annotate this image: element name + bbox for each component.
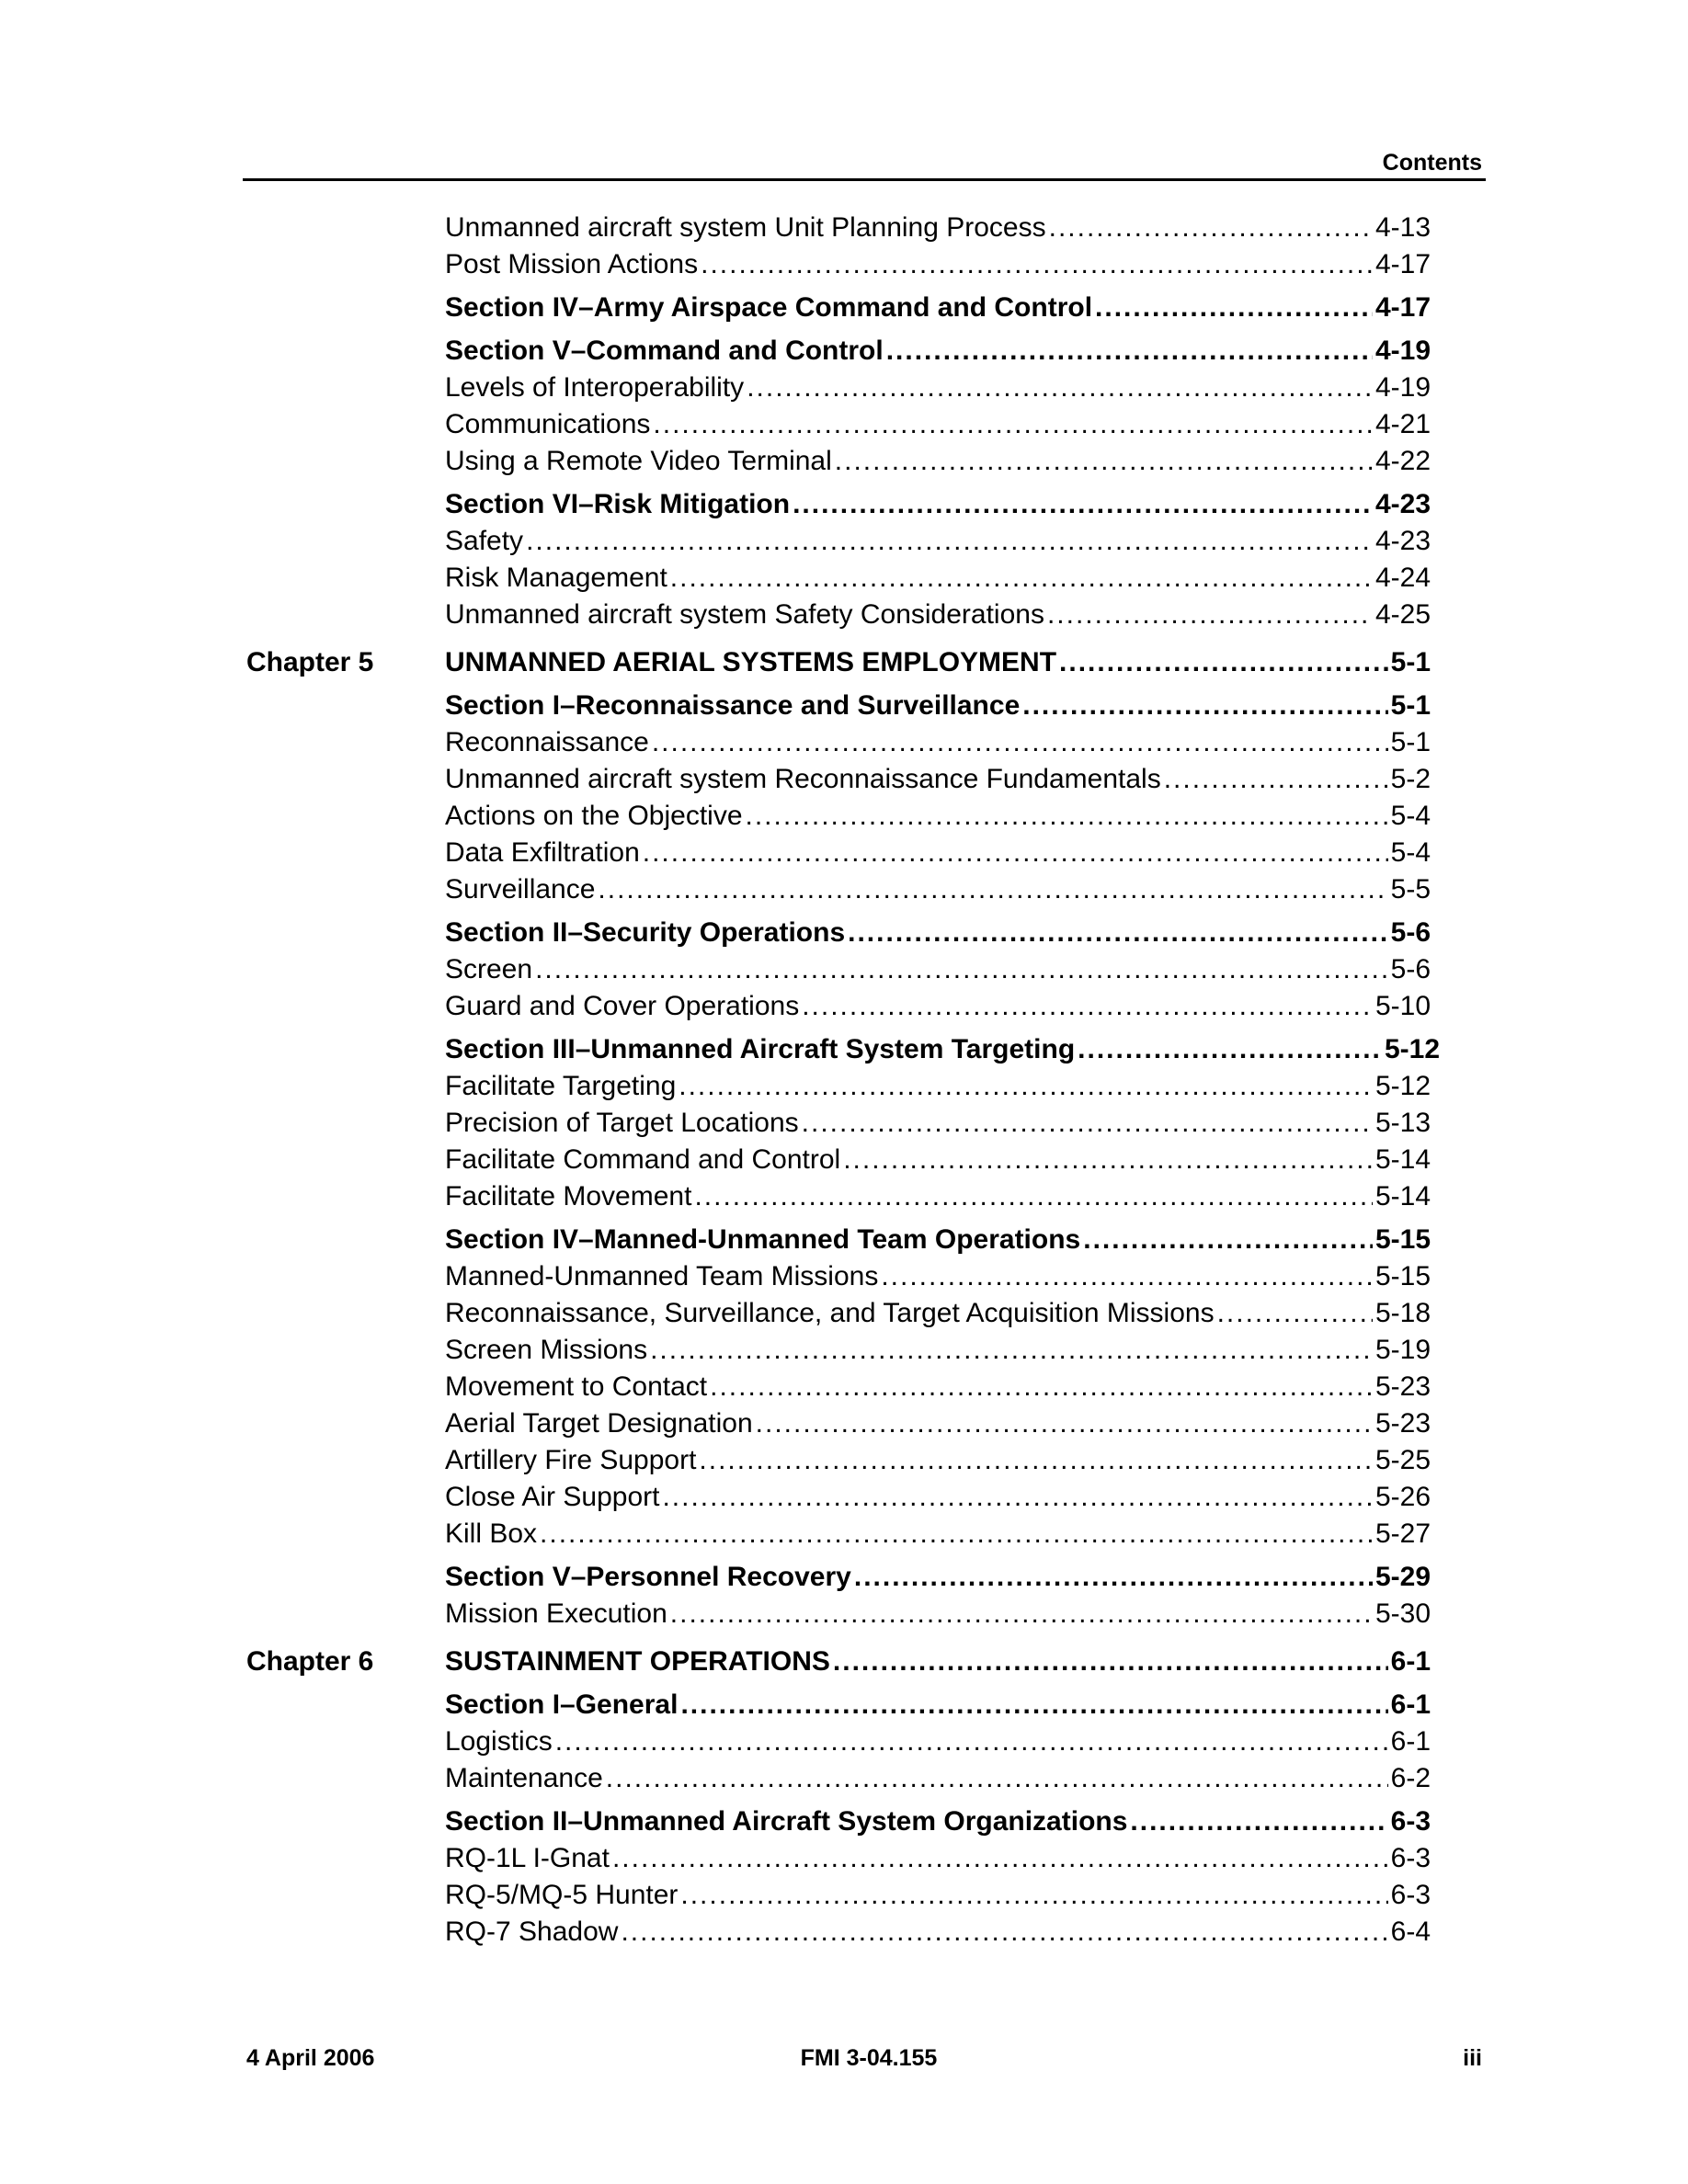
header-rule — [243, 178, 1486, 181]
toc-entry — [445, 1105, 1431, 1142]
table-of-contents — [0, 210, 1688, 1951]
toc-entry-title: Mission Execution — [445, 1598, 667, 1629]
toc-entry-row — [0, 1369, 1688, 1405]
toc-entry-title: Artillery Fire Support — [445, 1445, 697, 1475]
toc-entry-title: Unmanned aircraft system Reconnaissance Fundamentals — [445, 764, 1161, 794]
toc-entry-row — [0, 1142, 1688, 1178]
toc-entry-row — [0, 406, 1688, 443]
toc-dot-leader — [662, 1479, 1373, 1516]
footer-date: 4 April 2006 — [246, 2045, 375, 2071]
toc-entry-title: RQ-7 Shadow — [445, 1917, 619, 1947]
toc-dot-leader — [854, 1559, 1373, 1596]
toc-page-number: 5-29 — [1374, 1562, 1431, 1592]
toc-page-number: 5-5 — [1390, 874, 1431, 904]
toc-page-number: 4-13 — [1374, 212, 1431, 243]
toc-entry-title: Manned-Unmanned Team Missions — [445, 1261, 879, 1291]
toc-section-row — [0, 1222, 1688, 1258]
toc-entry — [445, 915, 1431, 951]
toc-page-number: 5-23 — [1374, 1371, 1431, 1402]
toc-page-number: 6-1 — [1390, 1689, 1431, 1720]
toc-entry-title: Aerial Target Designation — [445, 1408, 753, 1439]
toc-entry-row — [0, 443, 1688, 480]
toc-entry-row — [0, 560, 1688, 597]
toc-section-row — [0, 915, 1688, 951]
toc-page-number: 5-14 — [1374, 1181, 1431, 1211]
running-header-title: Contents — [1382, 150, 1482, 176]
toc-entry-title: Section II–Security Operations — [445, 917, 846, 948]
toc-dot-leader — [598, 871, 1387, 908]
toc-entry — [445, 1178, 1431, 1215]
toc-entry — [445, 871, 1431, 908]
toc-page-number: 5-2 — [1390, 764, 1431, 794]
toc-entry — [445, 370, 1431, 406]
toc-page-number: 6-3 — [1390, 1843, 1431, 1873]
toc-dot-leader — [1095, 290, 1373, 326]
toc-page-number: 5-1 — [1390, 690, 1431, 721]
toc-entry-title: Reconnaissance — [445, 727, 649, 757]
toc-entry — [445, 1516, 1431, 1553]
toc-dot-leader — [756, 1405, 1373, 1442]
toc-entry — [445, 1803, 1431, 1840]
toc-entry-title: RQ-5/MQ-5 Hunter — [445, 1880, 679, 1910]
toc-entry-row — [0, 1332, 1688, 1369]
toc-dot-leader — [650, 1332, 1373, 1369]
toc-entry-title: Facilitate Movement — [445, 1181, 692, 1211]
toc-page-number: 6-4 — [1390, 1917, 1431, 1947]
toc-entry-title: Movement to Contact — [445, 1371, 708, 1402]
toc-entry-row — [0, 1258, 1688, 1295]
toc-entry-row — [0, 1405, 1688, 1442]
toc-dot-leader — [886, 333, 1373, 370]
toc-page-number: 6-1 — [1390, 1646, 1431, 1677]
toc-section-row — [0, 486, 1688, 523]
toc-entry-title: Post Mission Actions — [445, 249, 699, 279]
toc-entry-row — [0, 523, 1688, 560]
toc-entry-title: Facilitate Command and Control — [445, 1144, 841, 1175]
toc-entry — [445, 1760, 1431, 1797]
toc-entry-row — [0, 1723, 1688, 1760]
toc-entry-title: RQ-1L I-Gnat — [445, 1843, 610, 1873]
toc-dot-leader — [555, 1723, 1388, 1760]
toc-entry — [445, 688, 1431, 724]
toc-entry-row — [0, 1596, 1688, 1632]
toc-dot-leader — [680, 1877, 1387, 1914]
toc-section-row — [0, 1687, 1688, 1723]
toc-dot-leader — [535, 951, 1388, 988]
toc-page-number: 6-2 — [1390, 1763, 1431, 1793]
toc-page-number: 5-18 — [1374, 1298, 1431, 1328]
toc-entry — [445, 1877, 1431, 1914]
toc-page-number: 5-27 — [1374, 1519, 1431, 1549]
toc-entry — [445, 560, 1431, 597]
toc-dot-leader — [835, 443, 1373, 480]
toc-entry — [445, 988, 1431, 1025]
toc-dot-leader — [526, 523, 1373, 560]
toc-entry — [445, 597, 1431, 633]
toc-entry — [445, 1596, 1431, 1632]
toc-dot-leader — [643, 835, 1388, 871]
toc-entry — [445, 1222, 1431, 1258]
toc-dot-leader — [699, 1442, 1373, 1479]
toc-dot-leader — [606, 1760, 1388, 1797]
toc-entry — [445, 333, 1431, 370]
toc-entry — [445, 1559, 1431, 1596]
toc-entry — [445, 1142, 1431, 1178]
toc-entry-title: Section VI–Risk Mitigation — [445, 489, 791, 519]
toc-dot-leader — [680, 1687, 1387, 1723]
toc-entry — [445, 443, 1431, 480]
toc-entry — [445, 406, 1431, 443]
toc-entry-row — [0, 871, 1688, 908]
toc-entry — [445, 1687, 1431, 1723]
toc-entry — [445, 1068, 1431, 1105]
toc-entry-row — [0, 1914, 1688, 1951]
toc-entry-row — [0, 1760, 1688, 1797]
toc-entry — [445, 1369, 1431, 1405]
toc-page-number: 5-1 — [1390, 727, 1431, 757]
toc-page-number: 4-22 — [1374, 446, 1431, 476]
toc-page-number: 5-4 — [1390, 837, 1431, 868]
toc-entry — [445, 246, 1431, 283]
toc-page-number: 5-19 — [1374, 1335, 1431, 1365]
toc-section-row — [0, 688, 1688, 724]
toc-dot-leader — [540, 1516, 1373, 1553]
toc-entry-title: Actions on the Objective — [445, 801, 743, 831]
toc-entry — [445, 1295, 1431, 1332]
toc-dot-leader — [1047, 597, 1373, 633]
toc-entry-row — [0, 1479, 1688, 1516]
toc-entry-title: SUSTAINMENT OPERATIONS — [445, 1646, 830, 1677]
toc-page-number: 4-23 — [1374, 489, 1431, 519]
toc-entry — [445, 1840, 1431, 1877]
toc-entry-title: Logistics — [445, 1726, 553, 1757]
toc-entry — [445, 1479, 1431, 1516]
toc-dot-leader — [1059, 644, 1388, 681]
toc-entry-title: Section I–Reconnaissance and Surveillance — [445, 690, 1021, 721]
toc-section-row — [0, 1559, 1688, 1596]
toc-entry-title: Reconnaissance, Surveillance, and Target Acquisition Missions — [445, 1298, 1215, 1328]
toc-dot-leader — [670, 1596, 1373, 1632]
toc-dot-leader — [694, 1178, 1373, 1215]
toc-dot-leader — [710, 1369, 1373, 1405]
toc-entry-title: Safety — [445, 526, 524, 556]
toc-section-row — [0, 290, 1688, 326]
toc-entry-title: Section III–Unmanned Aircraft System Targeting — [445, 1034, 1076, 1064]
toc-entry — [445, 1031, 1440, 1068]
toc-page-number: 4-24 — [1374, 563, 1431, 593]
toc-entry — [445, 644, 1431, 681]
toc-entry — [445, 761, 1431, 798]
toc-entry-title: Surveillance — [445, 874, 596, 904]
toc-entry — [445, 835, 1431, 871]
toc-section-row — [0, 1803, 1688, 1840]
toc-entry-title: Section IV–Manned-Unmanned Team Operations — [445, 1224, 1081, 1255]
toc-page-number: 6-3 — [1390, 1806, 1431, 1837]
toc-entry-row — [0, 597, 1688, 633]
toc-entry-title: Risk Management — [445, 563, 667, 593]
toc-dot-leader — [701, 246, 1373, 283]
toc-page-number: 4-17 — [1374, 292, 1431, 323]
toc-page-number: 6-1 — [1390, 1726, 1431, 1757]
toc-dot-leader — [1078, 1031, 1382, 1068]
toc-entry-row — [0, 1516, 1688, 1553]
toc-dot-leader — [848, 915, 1388, 951]
toc-entry — [445, 1258, 1431, 1295]
toc-entry — [445, 1442, 1431, 1479]
toc-page-number: 5-4 — [1390, 801, 1431, 831]
toc-dot-leader — [802, 1105, 1373, 1142]
footer-page-number: iii — [1463, 2045, 1482, 2071]
toc-page-number: 5-1 — [1390, 647, 1431, 677]
toc-entry — [445, 1405, 1431, 1442]
toc-entry-title: Data Exfiltration — [445, 837, 640, 868]
toc-dot-leader — [833, 1644, 1388, 1680]
toc-dot-leader — [653, 406, 1373, 443]
toc-entry-row — [0, 724, 1688, 761]
toc-dot-leader — [1164, 761, 1388, 798]
toc-entry-title: Section I–General — [445, 1689, 679, 1720]
toc-dot-leader — [679, 1068, 1373, 1105]
toc-chapter-label: Chapter 6 — [246, 1646, 374, 1677]
toc-entry-title: Guard and Cover Operations — [445, 991, 800, 1021]
toc-entry — [445, 290, 1431, 326]
toc-entry-row — [0, 988, 1688, 1025]
toc-page-number: 4-25 — [1374, 599, 1431, 630]
toc-entry — [445, 486, 1431, 523]
toc-entry-row — [0, 210, 1688, 246]
toc-page-number: 5-10 — [1374, 991, 1431, 1021]
toc-entry-title: Section V–Personnel Recovery — [445, 1562, 851, 1592]
toc-dot-leader — [747, 370, 1373, 406]
toc-entry-title: Precision of Target Locations — [445, 1108, 799, 1138]
toc-page-number: 5-25 — [1374, 1445, 1431, 1475]
toc-entry-title: Close Air Support — [445, 1482, 660, 1512]
toc-entry-title: Levels of Interoperability — [445, 372, 745, 403]
toc-entry-row — [0, 798, 1688, 835]
toc-page-number: 5-15 — [1374, 1261, 1431, 1291]
toc-section-row — [0, 333, 1688, 370]
toc-entry-row — [0, 1178, 1688, 1215]
toc-page-number: 5-15 — [1374, 1224, 1431, 1255]
toc-entry — [445, 523, 1431, 560]
toc-page-number: 5-6 — [1390, 954, 1431, 984]
toc-entry — [445, 951, 1431, 988]
toc-entry-row — [0, 1840, 1688, 1877]
toc-page-number: 4-17 — [1374, 249, 1431, 279]
toc-entry-title: Section V–Command and Control — [445, 336, 884, 366]
toc-chapter-label: Chapter 5 — [246, 647, 374, 677]
toc-entry-title: UNMANNED AERIAL SYSTEMS EMPLOYMENT — [445, 647, 1057, 677]
toc-entry-title: Section II–Unmanned Aircraft System Organizations — [445, 1806, 1128, 1837]
toc-dot-leader — [881, 1258, 1373, 1295]
toc-page-number: 5-12 — [1374, 1071, 1431, 1101]
toc-dot-leader — [802, 988, 1373, 1025]
toc-entry — [445, 1332, 1431, 1369]
toc-page-number: 6-3 — [1390, 1880, 1431, 1910]
toc-entry-title: Unmanned aircraft system Safety Considerations — [445, 599, 1044, 630]
toc-page-number: 5-26 — [1374, 1482, 1431, 1512]
toc-entry-row — [0, 1068, 1688, 1105]
footer-document-id: FMI 3-04.155 — [800, 2045, 938, 2071]
toc-dot-leader — [652, 724, 1388, 761]
toc-dot-leader — [670, 560, 1373, 597]
toc-page-number: 5-6 — [1390, 917, 1431, 948]
toc-dot-leader — [1049, 210, 1373, 246]
toc-entry — [445, 1914, 1431, 1951]
toc-dot-leader — [612, 1840, 1388, 1877]
toc-entry-row — [0, 1295, 1688, 1332]
toc-dot-leader — [793, 486, 1373, 523]
toc-entry — [445, 210, 1431, 246]
toc-entry-row — [0, 951, 1688, 988]
toc-dot-leader — [1217, 1295, 1373, 1332]
toc-entry — [445, 724, 1431, 761]
toc-page-number: 5-12 — [1384, 1034, 1440, 1064]
toc-entry-row — [0, 1877, 1688, 1914]
toc-entry-title: Kill Box — [445, 1519, 538, 1549]
toc-entry-row — [0, 1105, 1688, 1142]
toc-page-number: 4-19 — [1374, 336, 1431, 366]
toc-entry-row — [0, 1442, 1688, 1479]
toc-entry — [445, 1644, 1431, 1680]
toc-entry-row — [0, 835, 1688, 871]
toc-page-number: 5-23 — [1374, 1408, 1431, 1439]
toc-entry-row — [0, 246, 1688, 283]
toc-dot-leader — [1022, 688, 1387, 724]
toc-chapter-row — [0, 644, 1688, 681]
toc-entry-title: Section IV–Army Airspace Command and Control — [445, 292, 1093, 323]
toc-entry-title: Screen Missions — [445, 1335, 648, 1365]
toc-entry-row — [0, 761, 1688, 798]
toc-entry-row — [0, 370, 1688, 406]
toc-entry-title: Unmanned aircraft system Unit Planning Process — [445, 212, 1046, 243]
toc-section-row — [0, 1031, 1688, 1068]
toc-entry-title: Screen — [445, 954, 533, 984]
toc-dot-leader — [1130, 1803, 1387, 1840]
toc-page-number: 5-14 — [1374, 1144, 1431, 1175]
toc-dot-leader — [1083, 1222, 1373, 1258]
toc-entry — [445, 1723, 1431, 1760]
toc-dot-leader — [746, 798, 1388, 835]
toc-dot-leader — [843, 1142, 1373, 1178]
toc-entry-title: Facilitate Targeting — [445, 1071, 677, 1101]
toc-entry-title: Communications — [445, 409, 651, 439]
toc-page-number: 4-19 — [1374, 372, 1431, 403]
toc-entry-title: Maintenance — [445, 1763, 603, 1793]
toc-entry — [445, 798, 1431, 835]
toc-page-number: 5-30 — [1374, 1598, 1431, 1629]
toc-entry-title: Using a Remote Video Terminal — [445, 446, 832, 476]
toc-page-number: 4-23 — [1374, 526, 1431, 556]
toc-page-number: 5-13 — [1374, 1108, 1431, 1138]
toc-chapter-row — [0, 1644, 1688, 1680]
toc-page-number: 4-21 — [1374, 409, 1431, 439]
toc-dot-leader — [621, 1914, 1387, 1951]
